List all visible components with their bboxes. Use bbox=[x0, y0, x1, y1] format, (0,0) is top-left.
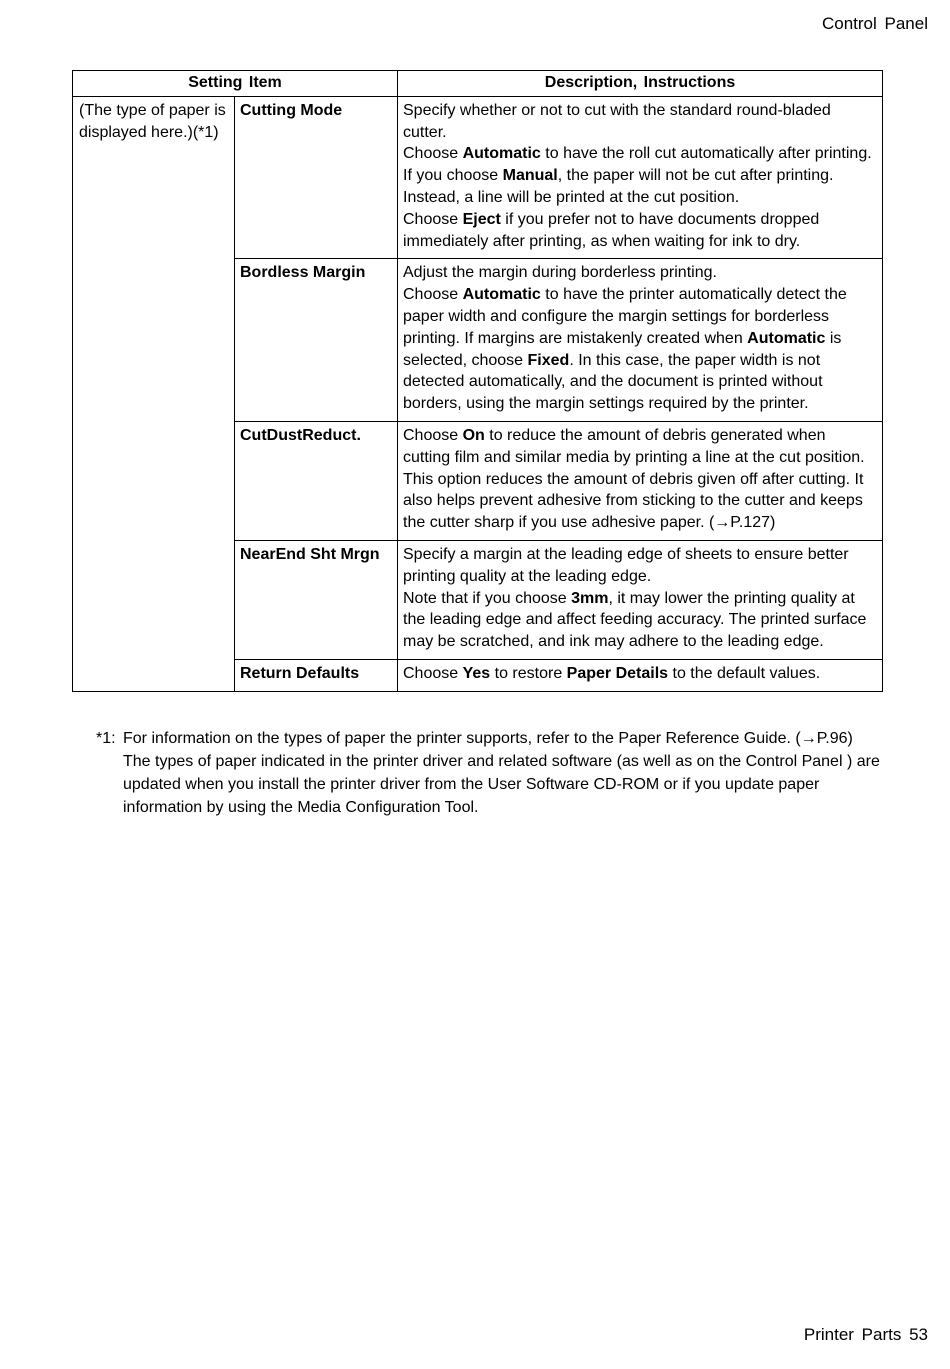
page-footer bbox=[804, 1325, 928, 1345]
column-header-setting-item: Setting Item bbox=[73, 71, 398, 97]
page-header-title: Control Panel bbox=[821, 14, 928, 33]
setting-name-bordless-margin: Bordless Margin bbox=[235, 259, 398, 422]
setting-name-cutting-mode: Cutting Mode bbox=[235, 96, 398, 259]
setting-desc-cutdustreduct bbox=[398, 421, 883, 540]
desc-paragraph: Choose Yes to restore Paper Details to the default values. bbox=[403, 664, 821, 682]
desc-paragraph: Specify a margin at the leading edge of sheets to ensure better printing quality at the leading edge. bbox=[403, 545, 849, 585]
desc-paragraph: Choose Eject if you prefer not to have documents dropped immediately after printing, as when waiting for ink to dry. bbox=[403, 210, 820, 250]
bold-term: Manual bbox=[502, 167, 558, 185]
footnote-line: The types of paper indicated in the printer driver and related software (as well as on the Control Panel ) are updated when you install the printer driver from the User Software CD-ROM or if you update paper information by using the Media Configuration Tool. bbox=[123, 753, 880, 816]
setting-name-return-defaults: Return Defaults bbox=[235, 659, 398, 691]
column-header-description: Description, Instructions bbox=[398, 71, 883, 97]
setting-desc-bordless-margin bbox=[398, 259, 883, 422]
paper-type-cell: (The type of paper is displayed here.)(*1) bbox=[73, 96, 235, 691]
footer-section-name: Printer Parts bbox=[803, 1325, 902, 1344]
table-header-row bbox=[73, 71, 883, 97]
setting-desc-return-defaults bbox=[398, 659, 883, 691]
footnote-line: For information on the types of paper the printer supports, refer to the Paper Reference Guide. (→P.96) bbox=[123, 730, 853, 747]
desc-paragraph: Choose Automatic to have the printer automatically detect the paper width and configure the margin settings for borderless printing. If margins are mistakenly created when Automatic is selected, choose Fixed. In this case, the paper width is not detected automatically, and the document is printed without borders, using the margin settings required by the printer. bbox=[403, 286, 847, 413]
bold-term: 3mm bbox=[571, 589, 609, 607]
desc-paragraph: Choose Automatic to have the roll cut automatically after printing. If you choose Manual, the paper will not be cut after printing. Instead, a line will be printed at the cut position. bbox=[403, 145, 872, 206]
footnote-body bbox=[123, 727, 886, 819]
bold-term: Eject bbox=[462, 210, 501, 228]
desc-paragraph: Specify whether or not to cut with the standard round-bladed cutter. bbox=[403, 101, 831, 141]
setting-desc-cutting-mode bbox=[398, 96, 883, 259]
setting-name-cutdustreduct: CutDustReduct. bbox=[235, 421, 398, 540]
desc-paragraph: Choose On to reduce the amount of debris generated when cutting film and similar media by printing a line at the cut position. This option reduces the amount of debris given off after cutting. It also helps prevent adhesive from sticking to the cutter and keeps the cutter sharp if you use adhesive paper. (→P.127) bbox=[403, 426, 865, 532]
setting-desc-nearend-sht-mrgn bbox=[398, 540, 883, 659]
bold-term: On bbox=[462, 426, 485, 444]
bold-term: Automatic bbox=[462, 286, 541, 304]
bold-term: Automatic bbox=[462, 145, 541, 163]
setting-name-nearend-sht-mrgn: NearEnd Sht Mrgn bbox=[235, 540, 398, 659]
desc-paragraph: Note that if you choose 3mm, it may lower the printing quality at the leading edge and affect feeding accuracy. The printed surface may be scratched, and ink may adhere to the leading edge. bbox=[403, 589, 867, 651]
footnote bbox=[96, 727, 886, 819]
table-row bbox=[73, 96, 883, 259]
bold-term: Yes bbox=[462, 664, 491, 682]
bold-term: Automatic bbox=[747, 329, 826, 347]
footer-page-number: 53 bbox=[909, 1325, 928, 1344]
bold-term: Paper Details bbox=[566, 664, 669, 682]
bold-term: Fixed bbox=[527, 351, 570, 369]
footnote-marker: *1: bbox=[96, 730, 116, 747]
settings-table bbox=[72, 70, 883, 692]
desc-paragraph: Adjust the margin during borderless printing. bbox=[403, 264, 717, 282]
